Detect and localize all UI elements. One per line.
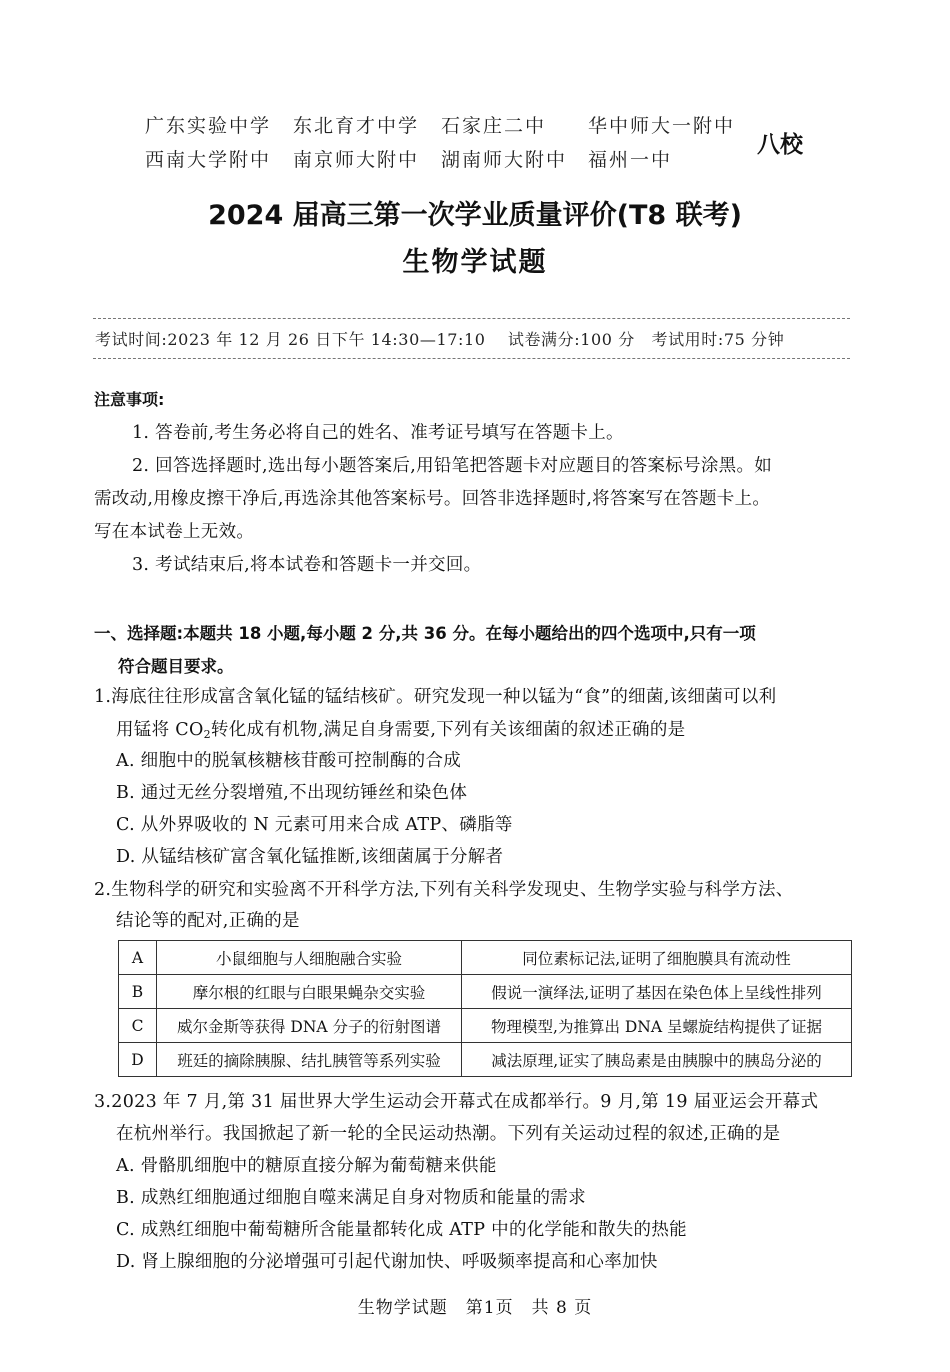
notice-item-2-line3: 写在本试卷上无效。	[94, 522, 255, 542]
question-3-stem-cont: 在杭州举行。我国掀起了新一轮的全民运动热潮。下列有关运动过程的叙述,正确的是	[116, 1124, 781, 1144]
table-row	[119, 1043, 852, 1077]
question-2-table	[118, 940, 852, 1077]
exam-info: 考试时间:2023 年 12 月 26 日下午 14:30—17:10 试卷满分:100 分 考试用时:75 分钟	[95, 330, 785, 349]
notice-item-1: 1. 答卷前,考生务必将自己的姓名、准考证号填写在答题卡上。	[132, 423, 624, 443]
notice-heading: 注意事项:	[94, 390, 165, 409]
experiment-cell: 威尔金斯等获得 DNA 分子的衍射图谱	[157, 1009, 462, 1043]
notice-item-2-line2: 需改动,用橡皮擦干净后,再选涂其他答案标号。回答非选择题时,将答案写在答题卡上。	[94, 489, 771, 509]
school-name: 湖南师大附中	[441, 149, 568, 171]
divider	[93, 358, 850, 359]
school-name: 西南大学附中	[145, 149, 272, 171]
question-1-stem: 1.海底往往形成富含氧化锰的锰结核矿。研究发现一种以锰为“食”的细菌,该细菌可以利	[94, 687, 777, 707]
question-1-option-a: A. 细胞中的脱氧核糖核苷酸可控制酶的合成	[116, 751, 462, 771]
option-letter: D	[119, 1043, 157, 1077]
option-letter: B	[119, 975, 157, 1009]
experiment-cell: 摩尔根的红眼与白眼果蝇杂交实验	[157, 975, 462, 1009]
question-3-option-d: D. 肾上腺细胞的分泌增强可引起代谢加快、呼吸频率提高和心率加快	[116, 1252, 658, 1272]
table-row	[119, 975, 852, 1009]
question-2-stem: 2.生物科学的研究和实验离不开科学方法,下列有关科学发现史、生物学实验与科学方法、	[94, 880, 794, 900]
section-heading: 一、选择题:本题共 18 小题,每小题 2 分,共 36 分。在每小题给出的四个选项中,只有一项	[94, 624, 756, 643]
question-1-option-d: D. 从锰结核矿富含氧化锰推断,该细菌属于分解者	[116, 847, 504, 867]
section-heading-cont: 符合题目要求。	[118, 657, 234, 676]
question-3-option-a: A. 骨骼肌细胞中的糖原直接分解为葡萄糖来供能	[116, 1156, 497, 1176]
question-3-stem: 3.2023 年 7 月,第 31 届世界大学生运动会开幕式在成都举行。9 月,第 19 届亚运会开幕式	[94, 1092, 819, 1112]
method-cell: 同位素标记法,证明了细胞膜具有流动性	[462, 941, 852, 975]
table-row	[119, 941, 852, 975]
method-cell: 物理模型,为推算出 DNA 呈螺旋结构提供了证据	[462, 1009, 852, 1043]
question-1-stem-cont: 用锰将 $CO_2$转化成有机物,满足自身需要,下列有关该细菌的叙述正确的是	[116, 720, 686, 741]
method-cell: 假说一演绎法,证明了基因在染色体上呈线性排列	[462, 975, 852, 1009]
school-name: 广东实验中学	[145, 115, 272, 137]
experiment-cell: 小鼠细胞与人细胞融合实验	[157, 941, 462, 975]
method-cell: 减法原理,证实了胰岛素是由胰腺中的胰岛分泌的	[462, 1043, 852, 1077]
option-letter: C	[119, 1009, 157, 1043]
question-3-option-b: B. 成熟红细胞通过细胞自噬来满足自身对物质和能量的需求	[116, 1188, 586, 1208]
school-name: 华中师大一附中	[588, 115, 736, 137]
school-name: 石家庄二中	[441, 115, 547, 137]
exam-title: 2024 届高三第一次学业质量评价(T8 联考)	[208, 200, 742, 231]
question-1-option-b: B. 通过无丝分裂增殖,不出现纺锤丝和染色体	[116, 783, 468, 803]
option-letter: A	[119, 941, 157, 975]
page-footer: 生物学试题 第1页 共 8 页	[357, 1298, 593, 1318]
school-name: 福州一中	[588, 149, 673, 171]
question-3-option-c: C. 成熟红细胞中葡萄糖所含能量都转化成 ATP 中的化学能和散失的热能	[116, 1220, 687, 1240]
school-name: 东北育才中学	[293, 115, 420, 137]
divider	[93, 318, 850, 319]
group-label: 八校	[757, 132, 803, 158]
notice-item-3: 3. 考试结束后,将本试卷和答题卡一并交回。	[132, 555, 482, 575]
question-1-option-c: C. 从外界吸收的 N 元素可用来合成 ATP、磷脂等	[116, 815, 513, 835]
notice-item-2-line1: 2. 回答选择题时,选出每小题答案后,用铅笔把答题卡对应题目的答案标号涂黑。如	[132, 456, 773, 476]
table-row	[119, 1009, 852, 1043]
experiment-cell: 班廷的摘除胰腺、结扎胰管等系列实验	[157, 1043, 462, 1077]
school-name: 南京师大附中	[293, 149, 420, 171]
subject-title: 生物学试题	[402, 247, 548, 278]
question-2-stem-cont: 结论等的配对,正确的是	[116, 911, 300, 931]
